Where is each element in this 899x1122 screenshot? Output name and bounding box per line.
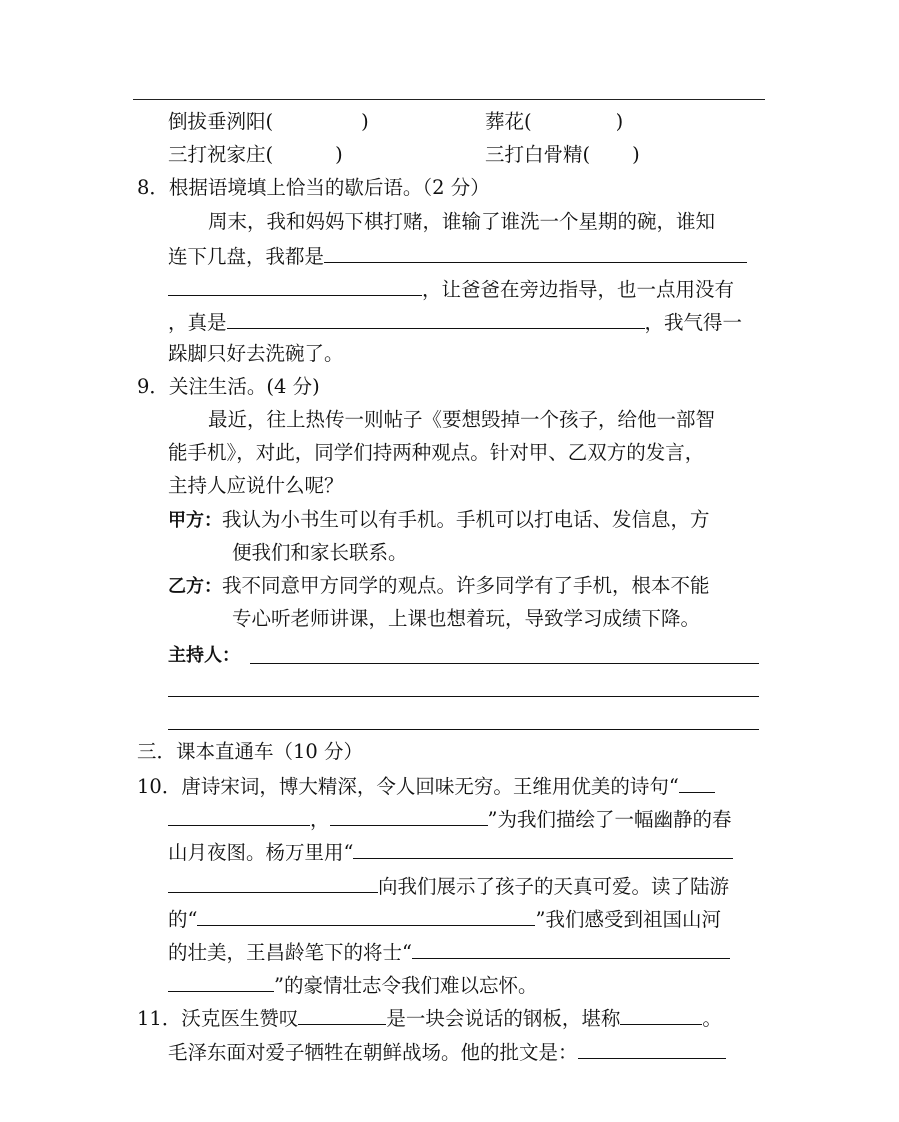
q10-blank-4[interactable] bbox=[197, 906, 535, 926]
q10-line3 bbox=[168, 839, 733, 865]
q9-yi-line2: 专心听老师讲课，上课也想着玩，导致学习成绩下降。 bbox=[232, 607, 701, 630]
q10-blank-3[interactable] bbox=[353, 839, 733, 859]
q10-line1-text: 10．唐诗宋词，博大精深，令人回味无穷。王维用优美的诗句“ bbox=[137, 775, 679, 798]
item-close: ) bbox=[615, 110, 624, 133]
q9-host-line bbox=[168, 643, 240, 668]
item-zanghua bbox=[485, 110, 623, 134]
q11-line1 bbox=[137, 1005, 722, 1031]
q10-line1 bbox=[137, 773, 715, 799]
item-text: 三打祝家庄( bbox=[168, 143, 274, 166]
q8-answer-blank-1-cont[interactable] bbox=[168, 276, 422, 296]
section3-title: 三．课本直通车（10 分） bbox=[137, 740, 364, 763]
jia-text: 我认为小书生可以有手机。手机可以打电话、发信息，方 bbox=[222, 508, 710, 531]
q10-line3-text: 山月夜图。杨万里用“ bbox=[168, 841, 354, 864]
q10-blank-1[interactable] bbox=[679, 773, 715, 793]
q9-line1: 最近，往上热传一则帖子《要想毁掉一个孩子，给他一部智 bbox=[208, 408, 716, 431]
q8-answer-blank-1[interactable] bbox=[324, 243, 747, 263]
q10-line6 bbox=[168, 939, 730, 965]
item-close: ) bbox=[335, 143, 343, 166]
item-close: ) bbox=[632, 143, 640, 166]
q8-line4-text-b: ，我气得一 bbox=[644, 311, 743, 334]
q11-line2-text: 毛泽东面对爱子牺牲在朝鲜战场。他的批文是： bbox=[168, 1041, 578, 1064]
q10-line7-text: ”的豪情壮志令我们难以忘怀。 bbox=[274, 974, 538, 997]
item-text: 倒拔垂洌阳( bbox=[168, 110, 274, 133]
header-rule bbox=[133, 99, 765, 100]
q10-line5 bbox=[168, 906, 721, 932]
q10-line4-text: 向我们展示了孩子的天真可爱。读了陆游 bbox=[378, 875, 730, 898]
yi-label: 乙方： bbox=[168, 576, 222, 597]
item-daobachuiyangliu bbox=[168, 110, 369, 134]
q11-blank-3[interactable] bbox=[578, 1039, 726, 1059]
q11-line1-text-b: 是一块会说话的钢板，堪称 bbox=[386, 1007, 621, 1030]
host-answer-line-2[interactable] bbox=[168, 696, 759, 697]
q11-line1-text-c: 。 bbox=[702, 1007, 722, 1030]
q10-line5-text-b: ”我们感受到祖国山河 bbox=[535, 908, 721, 931]
q8-line3 bbox=[168, 276, 734, 302]
q10-blank-2[interactable] bbox=[330, 806, 488, 826]
q10-line6-text: 的壮美，王昌龄笔下的将士“ bbox=[168, 941, 412, 964]
item-sandazhujiazhuang bbox=[168, 143, 343, 167]
q8-line1: 周末，我和妈妈下棋打赌，谁输了谁洗一个星期的碗，谁知 bbox=[208, 210, 716, 233]
q8-line5: 跺脚只好去洗碗了。 bbox=[168, 342, 344, 365]
q11-line1-text-a: 11．沃克医生赞叹 bbox=[137, 1007, 299, 1030]
q10-blank-1-cont[interactable] bbox=[168, 806, 310, 826]
q9-line2: 能手机》，对此，同学们持两种观点。针对甲、乙双方的发言， bbox=[168, 441, 705, 464]
q11-blank-1[interactable] bbox=[298, 1005, 386, 1025]
host-answer-line-3[interactable] bbox=[168, 729, 759, 730]
item-text: 三打白骨精( bbox=[485, 143, 591, 166]
q8-line2 bbox=[168, 243, 747, 269]
q9-title: 9．关注生活。(4 分) bbox=[137, 375, 320, 398]
item-sandabaigujing bbox=[485, 143, 640, 167]
yi-text: 我不同意甲方同学的观点。许多同学有了手机，根本不能 bbox=[222, 574, 710, 597]
q9-line3: 主持人应说什么呢？ bbox=[168, 474, 344, 497]
item-text: 葬花( bbox=[485, 110, 532, 133]
q8-answer-blank-2[interactable] bbox=[227, 309, 645, 329]
q10-line2-text: ”为我们描绘了一幅幽静的春 bbox=[487, 808, 732, 831]
host-label: 主持人： bbox=[168, 645, 240, 666]
q11-line2 bbox=[168, 1039, 726, 1065]
q8-line4-text-a: ，真是 bbox=[168, 311, 227, 334]
item-close: ) bbox=[361, 110, 369, 133]
q8-title: 8．根据语境填上恰当的歇后语。（2 分） bbox=[137, 176, 490, 199]
q10-line4 bbox=[168, 873, 729, 899]
q10-blank-5-cont[interactable] bbox=[168, 972, 274, 992]
host-answer-line-1[interactable] bbox=[250, 663, 759, 664]
jia-label: 甲方： bbox=[168, 510, 222, 531]
q8-line4 bbox=[168, 309, 742, 335]
q8-line3-text: ，让爸爸在旁边指导，也一点用没有 bbox=[422, 278, 735, 301]
q10-line2-comma: ， bbox=[310, 808, 330, 831]
q10-blank-3-cont[interactable] bbox=[168, 873, 378, 893]
q10-line5-text-a: 的“ bbox=[168, 908, 198, 931]
q10-blank-5[interactable] bbox=[412, 939, 730, 959]
q9-yi-line1 bbox=[168, 574, 710, 599]
q9-jia-line1 bbox=[168, 508, 710, 533]
q11-blank-2[interactable] bbox=[620, 1005, 702, 1025]
q8-line2-text: 连下几盘，我都是 bbox=[168, 245, 325, 268]
q9-jia-line2: 便我们和家长联系。 bbox=[232, 541, 408, 564]
q10-line2 bbox=[168, 806, 732, 832]
q10-line7 bbox=[168, 972, 537, 998]
